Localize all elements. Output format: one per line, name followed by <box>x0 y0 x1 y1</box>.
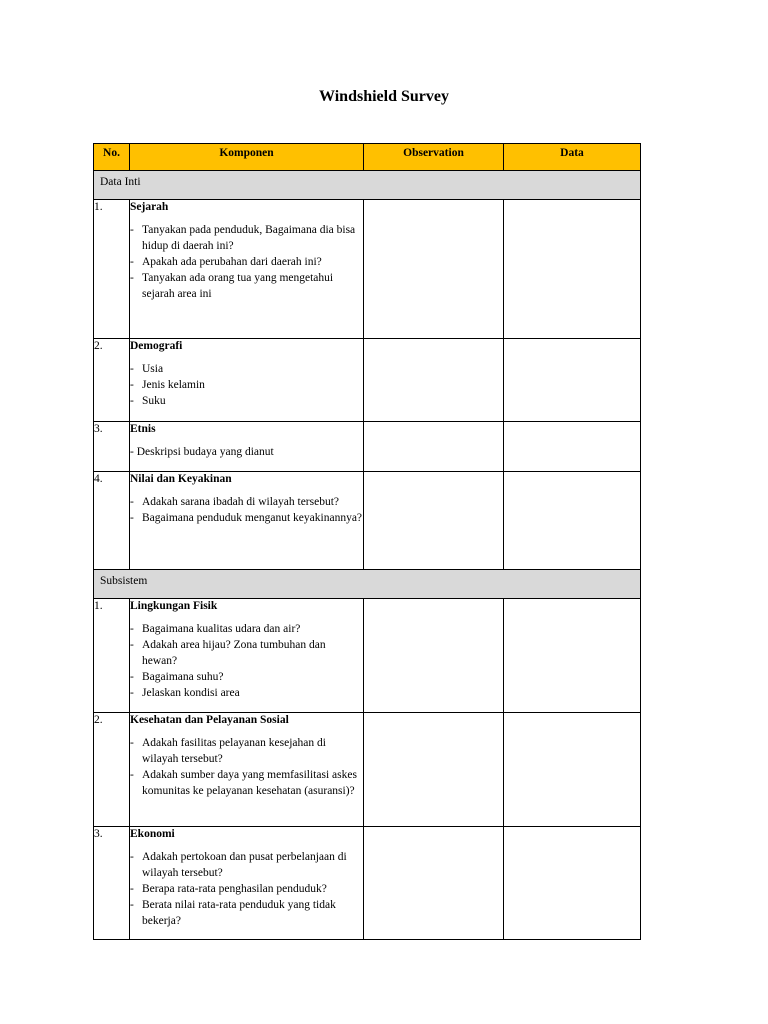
observation-cell[interactable] <box>364 339 504 422</box>
list-item: - Apakah ada perubahan dari daerah ini? <box>130 256 322 268</box>
component-cell <box>130 339 364 422</box>
list-item: - Jelaskan kondisi area <box>130 687 240 699</box>
data-cell[interactable] <box>504 599 641 713</box>
list-item: - Bagaimana penduduk menganut keyakinannya? <box>130 512 363 524</box>
component-title: Kesehatan dan Pelayanan Sosial <box>130 714 289 726</box>
component-cell <box>130 422 364 472</box>
component-title: Lingkungan Fisik <box>130 600 218 612</box>
list-item: - Usia <box>130 363 164 375</box>
list-item: - Berata nilai rata-rata penduduk yang tidak bekerja? <box>130 899 336 927</box>
observation-cell[interactable] <box>364 472 504 570</box>
observation-cell[interactable] <box>364 200 504 339</box>
row-number: 2. <box>94 339 130 422</box>
table-row <box>94 599 641 713</box>
list-item: - Adakah fasilitas pelayanan kesejahan di wilayah tersebut? <box>130 737 326 765</box>
row-number: 4. <box>94 472 130 570</box>
section-row-data-inti <box>94 171 641 200</box>
table-row <box>94 200 641 339</box>
row-number: 1. <box>94 200 130 339</box>
component-title: Demografi <box>130 340 183 352</box>
component-title: Etnis <box>130 423 156 435</box>
row-number: 3. <box>94 827 130 940</box>
list-item: - Tanyakan ada orang tua yang mengetahui sejarah area ini <box>130 272 334 300</box>
table-row <box>94 472 641 570</box>
component-cell <box>130 200 364 339</box>
observation-cell[interactable] <box>364 599 504 713</box>
component-cell <box>130 599 364 713</box>
component-title: Ekonomi <box>130 828 175 840</box>
observation-cell[interactable] <box>364 713 504 827</box>
component-cell <box>130 827 364 940</box>
list-item: - Adakah sumber daya yang memfasilitasi askes komunitas ke pelayanan kesehatan (asuransi)? <box>130 769 357 797</box>
header-observation: Observation <box>364 144 504 171</box>
survey-table <box>93 143 641 940</box>
table-row <box>94 827 641 940</box>
data-cell[interactable] <box>504 422 641 472</box>
component-description: - Deskripsi budaya yang dianut <box>130 446 274 458</box>
list-item: - Adakah sarana ibadah di wilayah tersebut? <box>130 496 340 508</box>
section-label: Data Inti <box>94 171 641 200</box>
table-row <box>94 339 641 422</box>
list-item: - Suku <box>130 395 166 407</box>
section-row-subsistem <box>94 570 641 599</box>
table-header-row <box>94 144 641 171</box>
list-item: - Tanyakan pada penduduk, Bagaimana dia bisa hidup di daerah ini? <box>130 224 356 252</box>
list-item: - Bagaimana suhu? <box>130 671 224 683</box>
row-number: 3. <box>94 422 130 472</box>
page-title: Windshield Survey <box>319 88 449 105</box>
component-cell <box>130 472 364 570</box>
list-item: - Adakah area hijau? Zona tumbuhan dan hewan? <box>130 639 326 667</box>
list-item: - Berapa rata-rata penghasilan penduduk? <box>130 883 327 895</box>
list-item: - Bagaimana kualitas udara dan air? <box>130 623 301 635</box>
table-row <box>94 422 641 472</box>
component-cell <box>130 713 364 827</box>
table-row <box>94 713 641 827</box>
data-cell[interactable] <box>504 339 641 422</box>
header-komponen: Komponen <box>130 144 364 171</box>
observation-cell[interactable] <box>364 422 504 472</box>
data-cell[interactable] <box>504 472 641 570</box>
row-number: 2. <box>94 713 130 827</box>
header-data: Data <box>504 144 641 171</box>
observation-cell[interactable] <box>364 827 504 940</box>
list-item: - Jenis kelamin <box>130 379 205 391</box>
list-item: - Adakah pertokoan dan pusat perbelanjaan di wilayah tersebut? <box>130 851 347 879</box>
component-title: Nilai dan Keyakinan <box>130 473 232 485</box>
data-cell[interactable] <box>504 200 641 339</box>
data-cell[interactable] <box>504 713 641 827</box>
component-title: Sejarah <box>130 201 169 213</box>
section-label: Subsistem <box>94 570 641 599</box>
header-no: No. <box>94 144 130 171</box>
row-number: 1. <box>94 599 130 713</box>
data-cell[interactable] <box>504 827 641 940</box>
